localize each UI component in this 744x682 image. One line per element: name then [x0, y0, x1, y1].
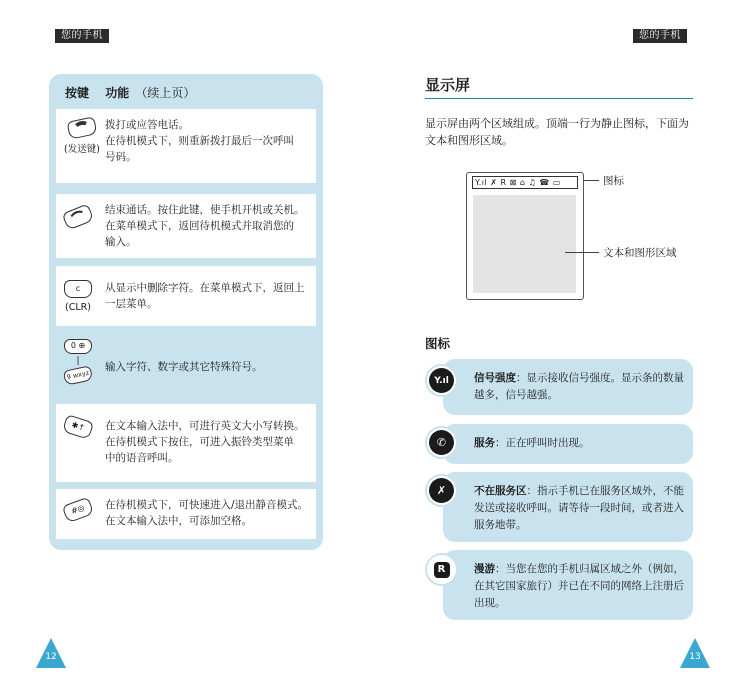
signal-strength-icon: Y.ıl — [425, 364, 458, 397]
roaming-icon: R — [425, 553, 458, 586]
table-row — [56, 109, 316, 183]
page-number-left: 12 — [36, 638, 66, 668]
display-description: 显示屏由两个区域组成。顶端一行为静止图标，下面为文本和图形区域。 — [425, 117, 689, 147]
table-row — [56, 404, 316, 482]
col-key-label: 按键 — [65, 86, 90, 100]
no-service-icon: ✗ — [425, 474, 458, 507]
callout-icons-label: 图标 — [603, 175, 624, 187]
status-icons-row: Y.ıl ✗ R ⊠ ⌂ ♫ ☎ ▭ — [472, 176, 578, 189]
send-key-icon: (发送键) — [64, 119, 100, 155]
icons-section-title: 图标 — [425, 336, 451, 351]
callout-line-icons — [583, 180, 599, 181]
col-function-label: 功能 — [105, 86, 130, 100]
row-description: 拨打或应答电话。 在待机模式下，则重新拨打最后一次呼叫 号码。 — [105, 119, 294, 163]
row-description: 结束通话。按住此键，使手机开机或关机。 在菜单模式下，返回待机模式并取消您的 输入。 — [105, 204, 305, 248]
alphanumeric-keys-icon: 0 ⊕ | 9 wxyz — [64, 339, 92, 383]
icon-item-card: 漫游：当您在您的手机归属区域之外（例如，在其它国家旅行）并已在不同的网络上注册后出现。 — [443, 550, 693, 620]
table-row — [56, 489, 316, 539]
end-key-icon — [64, 208, 92, 226]
row-description: 从显示中删除字符。在菜单模式下，返回上 一层菜单。 — [105, 282, 305, 310]
icon-item-card: 不在服务区：指示手机已在服务区域外，不能发送或接收呼叫。请等待一段时间，或者进入服务地带。 — [443, 472, 693, 542]
header-tag-right: 您的手机 — [633, 29, 687, 43]
icon-item-card: 服务：正在呼叫时出现。 — [443, 424, 693, 464]
row-description: 在待机模式下，可快速进入/退出静音模式。 在文本输入法中，可添加空格。 — [105, 499, 309, 527]
text-graphics-area — [473, 195, 576, 293]
header-tag-left: 您的手机 — [55, 29, 109, 43]
star-key-icon: ✱↑ — [64, 418, 92, 436]
row-description: 输入字符、数字或其它特殊符号。 — [105, 361, 263, 373]
row-description: 在文本输入法中，可进行英文大小写转换。 在待机模式下按住，可进入振铃类型菜单 中的语音呼叫。 — [105, 420, 305, 464]
hash-key-icon: #◎ — [64, 501, 92, 519]
table-row — [56, 194, 316, 258]
display-diagram — [466, 172, 584, 300]
clr-key-icon: c (CLR) — [64, 280, 92, 313]
table-head — [65, 84, 207, 101]
icon-item-card: 信号强度：显示接收信号强度。显示条的数量越多，信号越强。 — [443, 359, 693, 415]
callout-area-label: 文本和图形区域 — [603, 247, 677, 259]
page-title: 显示屏 — [425, 76, 471, 94]
table-row — [56, 336, 316, 396]
title-divider — [425, 98, 693, 99]
page-number-right: 13 — [680, 638, 710, 668]
table-row — [56, 266, 316, 326]
col-function-sub: （续上页） — [135, 86, 196, 100]
callout-line-area — [565, 252, 599, 253]
call-in-progress-icon: ✆ — [425, 426, 458, 459]
